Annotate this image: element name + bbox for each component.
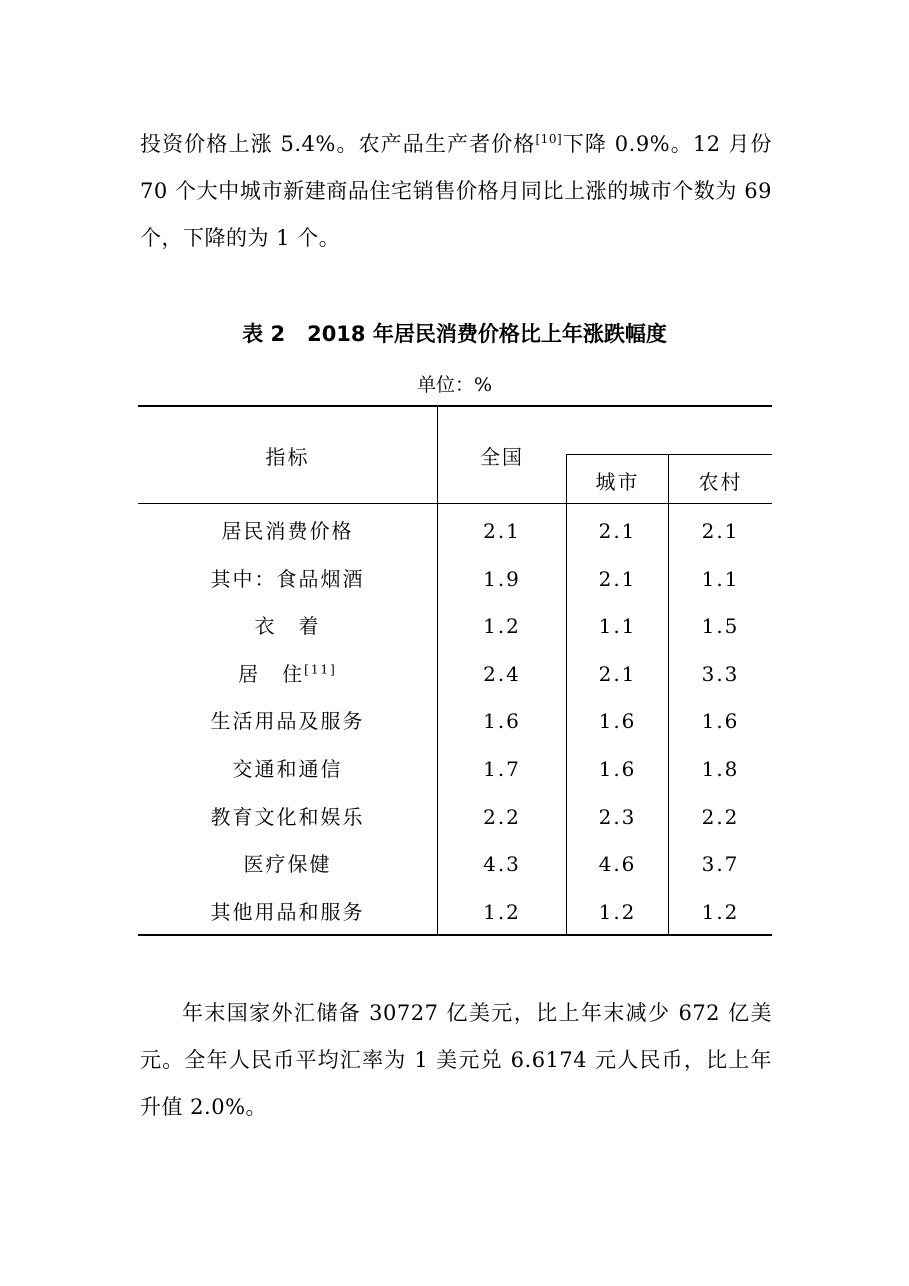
row-label-text: 交通和通信: [232, 757, 343, 781]
cell-urban: 1.2: [598, 900, 637, 924]
cell-rural: 1.5: [701, 614, 740, 638]
row-label-text: 衣 着: [254, 614, 321, 638]
cell-rural: 3.3: [701, 662, 740, 686]
row-label: [138, 709, 437, 733]
row-label: [138, 662, 437, 686]
row-label-text: 其他用品和服务: [210, 900, 365, 924]
table-unit: 单位：%: [416, 374, 493, 396]
cell-urban: 2.1: [598, 662, 637, 686]
cell-national: 2.1: [483, 519, 521, 543]
table-title-text: 2018 年居民消费价格比上年涨跌幅度: [307, 322, 667, 346]
cell-rural: 2.2: [701, 805, 740, 829]
row-label-text: 医疗保健: [243, 852, 332, 876]
body-paragraph-bottom: 年末国家外汇储备 30727 亿美元，比上年末减少 672 亿美元。全年人民币平均汇率为 1 美元兑 6.6174 元人民币，比上年升值 2.0%。: [140, 1001, 772, 1119]
cell-urban: 1.6: [598, 757, 637, 781]
subheader-rule: [566, 454, 772, 455]
paragraph-top-text-2: 下降 0.9%。12 月份 70 个大中城市新建商品住宅销售价格月同比上涨的城市个数为 69 个，下降的为 1 个。: [140, 132, 772, 250]
table-bottom-rule: [138, 934, 772, 936]
row-label-text: 居 住: [238, 662, 305, 686]
cell-national: 4.3: [483, 852, 521, 876]
cell-national: 1.2: [483, 614, 521, 638]
cell-national: 2.4: [483, 662, 521, 686]
header-rural: 农村: [698, 470, 743, 494]
row-label-text: 教育文化和娱乐: [210, 805, 365, 829]
row-label: [138, 805, 437, 829]
cell-national: 1.6: [483, 709, 521, 733]
table-number: 表 2: [242, 322, 286, 346]
cell-urban: 2.3: [598, 805, 637, 829]
price-table: [138, 405, 772, 936]
header-bottom-rule: [138, 503, 772, 504]
cell-rural: 1.6: [701, 709, 740, 733]
row-label: [138, 614, 437, 638]
table-title: [0, 318, 909, 348]
row-label-text: 其中：食品烟酒: [210, 567, 365, 591]
row-label: [138, 519, 437, 543]
row-label: [138, 567, 437, 591]
cell-urban: 4.6: [598, 852, 637, 876]
cell-national: 1.9: [483, 567, 521, 591]
cell-rural: 1.1: [701, 567, 740, 591]
footnote-marker-10: [10]: [535, 132, 563, 146]
cell-national: 1.2: [483, 900, 521, 924]
row-label: [138, 852, 437, 876]
header-urban: 城市: [595, 470, 640, 494]
row-label: [138, 757, 437, 781]
cell-urban: 1.6: [598, 709, 637, 733]
cell-urban: 1.1: [598, 614, 637, 638]
cell-rural: 1.8: [701, 757, 740, 781]
cell-rural: 2.1: [701, 519, 740, 543]
cell-national: 1.7: [483, 757, 521, 781]
cell-national: 2.2: [483, 805, 521, 829]
table-top-rule: [138, 405, 772, 407]
row-label-text: 生活用品及服务: [210, 709, 365, 733]
row-label-text: 居民消费价格: [221, 519, 354, 543]
row-label: [138, 900, 437, 924]
header-national: 全国: [480, 445, 524, 469]
row-footnote-marker: [11]: [304, 662, 337, 677]
body-paragraph-top: [140, 121, 772, 262]
cell-urban: 2.1: [598, 519, 637, 543]
header-indicator: 指标: [265, 445, 310, 469]
cell-urban: 2.1: [598, 567, 637, 591]
paragraph-top-text-1: 投资价格上涨 5.4%。农产品生产者价格: [140, 132, 536, 156]
cell-rural: 3.7: [701, 852, 740, 876]
cell-rural: 1.2: [701, 900, 740, 924]
